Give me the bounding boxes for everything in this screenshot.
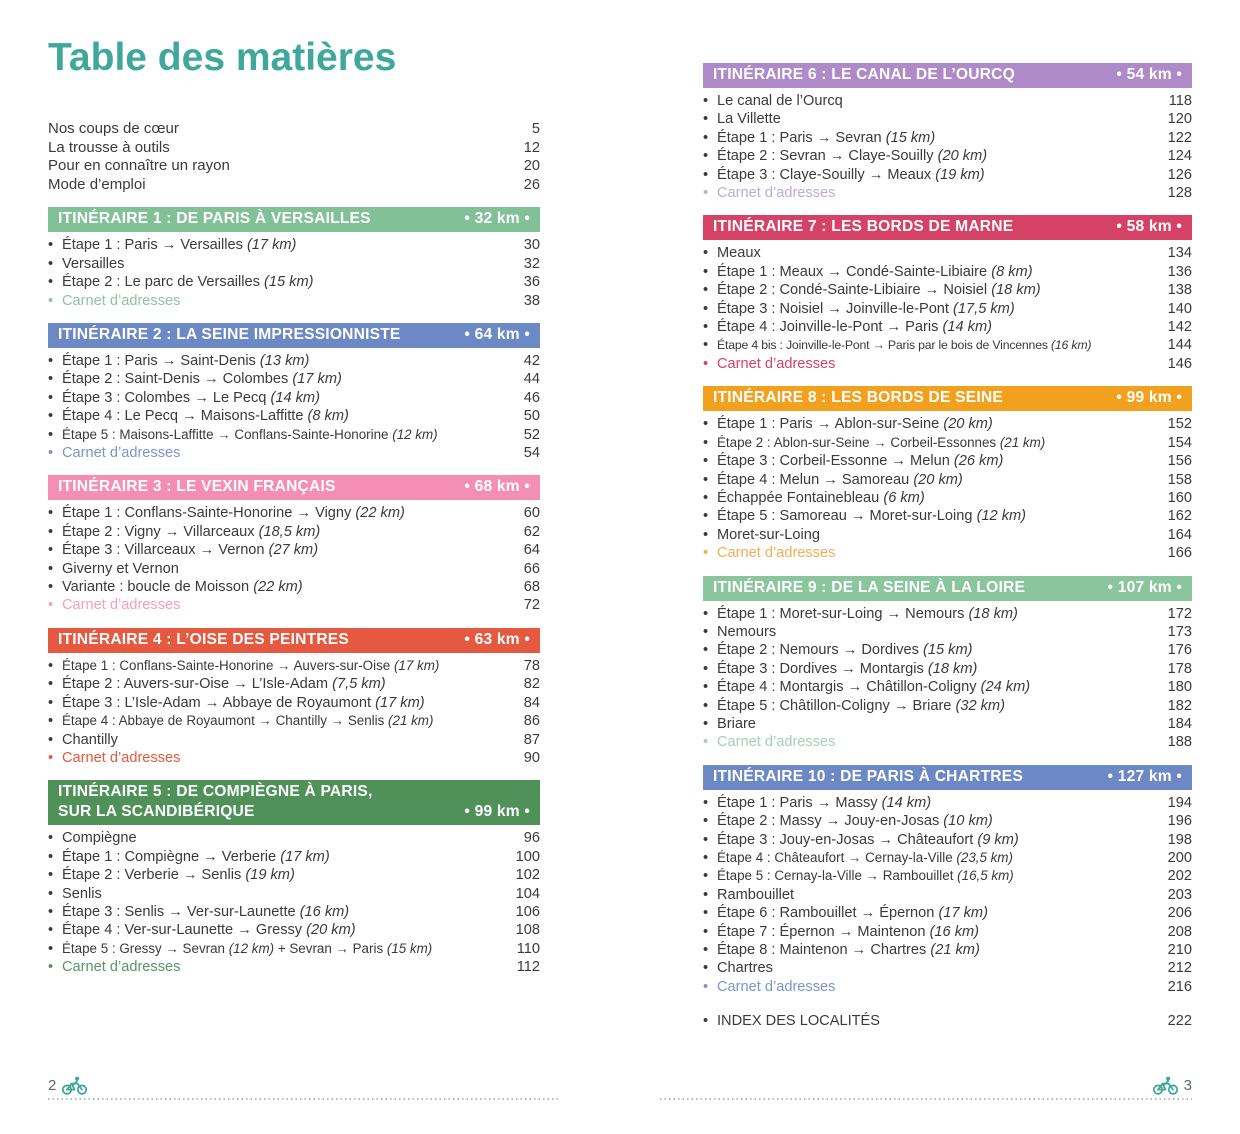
index-item: • INDEX DES LOCALITÉS 222	[703, 1013, 1192, 1030]
bullet-marker: •	[703, 545, 709, 562]
section-header	[48, 475, 540, 500]
toc-item: • Étape 3 : Senlis → Ver-sur-Launette (16 km) 106	[48, 903, 540, 920]
toc-item: • Étape 8 : Maintenon → Chartres (21 km) 210	[703, 942, 1192, 959]
section-header	[703, 576, 1192, 601]
section-distance: • 58 km •	[1116, 218, 1182, 236]
toc-item: • Étape 4 : Châteaufort → Cernay-la-Ville (23,5 km) 200	[703, 850, 1192, 866]
toc-item-carnet: • Carnet d’adresses 216	[703, 978, 1192, 995]
toc-item: • Étape 1 : Meaux → Condé-Sainte-Libiaire (8 km) 136	[703, 263, 1192, 280]
bullet-marker: •	[703, 960, 709, 977]
bullet-marker: •	[48, 676, 54, 693]
section-title: ITINÉRAIRE 3 : LE VEXIN FRANÇAIS	[58, 478, 336, 496]
bullet-marker: •	[703, 697, 709, 714]
toc-item-carnet: • Carnet d’adresses 112	[48, 959, 540, 976]
toc-item: • Étape 4 : Montargis → Châtillon-Coligny (24 km) 180	[703, 679, 1192, 696]
bullet-marker: •	[703, 623, 709, 640]
sections-right	[703, 63, 1192, 1031]
bullet-marker: •	[703, 526, 709, 543]
bullet-marker: •	[703, 605, 709, 622]
bullet-marker: •	[48, 579, 54, 596]
bullet-marker: •	[703, 148, 709, 165]
intro-item: Pour en connaître un rayon 20	[48, 157, 540, 175]
toc-item-carnet: • Carnet d’adresses 54	[48, 445, 540, 462]
toc-item: • Étape 2 : Nemours → Dordives (15 km) 176	[703, 642, 1192, 659]
bullet-marker: •	[703, 337, 709, 354]
section-distance: • 68 km •	[464, 478, 530, 496]
bullet-marker: •	[48, 560, 54, 577]
bullet-marker: •	[703, 166, 709, 183]
section-itineraire-5	[48, 780, 540, 976]
toc-item: • Senlis 104	[48, 885, 540, 902]
section-distance: • 63 km •	[464, 630, 530, 648]
bullet-marker: •	[703, 282, 709, 299]
bullet-marker: •	[703, 185, 709, 202]
page-number-right: 3	[1183, 1077, 1192, 1094]
section-distance: • 127 km •	[1107, 767, 1182, 785]
toc-item: • Versailles 32	[48, 255, 540, 272]
toc-item: • Compiègne 96	[48, 830, 540, 847]
intro-item: Nos coups de cœur 5	[48, 120, 540, 137]
toc-item: • Étape 5 : Gressy → Sevran (12 km) + Sevran → Paris (15 km) 110	[48, 940, 540, 957]
toc-item: • Étape 5 : Cernay-la-Ville → Rambouillet (16,5 km) 202	[703, 868, 1192, 885]
bullet-marker: •	[703, 129, 709, 146]
bullet-marker: •	[48, 523, 54, 540]
bullet-marker: •	[703, 831, 709, 848]
toc-item: • Étape 2 : Condé-Sainte-Libiaire → Noisiel (18 km) 138	[703, 282, 1192, 299]
bullet-marker: •	[703, 813, 709, 830]
toc-item-carnet: • Carnet d’adresses 128	[703, 185, 1192, 202]
toc-item: • Étape 7 : Épernon → Maintenon (16 km) 208	[703, 923, 1192, 940]
section-itineraire-2	[48, 323, 540, 462]
bullet-marker: •	[703, 416, 709, 433]
toc-item: • Étape 1 : Paris → Sevran (15 km) 122	[703, 129, 1192, 146]
toc-item: • Étape 3 : Claye-Souilly → Meaux (19 km) 126	[703, 166, 1192, 183]
bullet-marker: •	[703, 850, 709, 866]
bullet-marker: •	[703, 942, 709, 959]
sections-left	[48, 207, 540, 976]
bullet-marker: •	[48, 505, 54, 522]
toc-item: • Étape 2 : Massy → Jouy-en-Josas (10 km) 196	[703, 813, 1192, 830]
toc-item: • Échappée Fontainebleau (6 km) 160	[703, 489, 1192, 506]
section-itineraire-4	[48, 628, 540, 767]
bullet-marker: •	[703, 508, 709, 525]
toc-item: • Étape 3 : Colombes → Le Pecq (14 km) 46	[48, 389, 540, 406]
footer-left	[48, 1076, 560, 1100]
toc-item: • Étape 1 : Paris → Versailles (17 km) 30	[48, 237, 540, 254]
toc-item: • Étape 1 : Paris → Saint-Denis (13 km) 42	[48, 353, 540, 369]
section-itineraire-10	[703, 765, 1192, 996]
toc-item: • Étape 4 : Joinville-le-Pont → Paris (14 km) 142	[703, 319, 1192, 336]
toc-item: • Étape 1 : Compiègne → Verberie (17 km) 100	[48, 848, 540, 865]
toc-item-carnet: • Carnet d’adresses 90	[48, 749, 540, 766]
bullet-marker: •	[48, 542, 54, 559]
section-distance: • 54 km •	[1116, 66, 1182, 83]
bullet-marker: •	[48, 292, 54, 309]
intro-item: Mode d’emploi 26	[48, 175, 540, 193]
toc-item: • Étape 2 : Sevran → Claye-Souilly (20 km) 124	[703, 148, 1192, 165]
section-title: ITINÉRAIRE 9 : DE LA SEINE À LA LOIRE	[713, 578, 1026, 596]
toc-item: • Étape 2 : Verberie → Senlis (19 km) 102	[48, 867, 540, 884]
bullet-marker: •	[703, 245, 709, 262]
bullet-marker: •	[703, 355, 709, 372]
bullet-marker: •	[48, 657, 54, 674]
section-distance: • 64 km •	[464, 326, 530, 343]
toc-item: • Étape 3 : Dordives → Montargis (18 km) 178	[703, 660, 1192, 677]
bullet-marker: •	[48, 694, 54, 711]
toc-item: • Étape 2 : Le parc de Versailles (15 km) 36	[48, 274, 540, 291]
bullet-marker: •	[48, 597, 54, 614]
bullet-marker: •	[48, 237, 54, 254]
intro-item: La trousse à outils 12	[48, 138, 540, 156]
bullet-marker: •	[703, 471, 709, 488]
toc-item: • Moret-sur-Loing 164	[703, 526, 1192, 543]
toc-item: • Chartres 212	[703, 960, 1192, 977]
toc-item: • Nemours 173	[703, 623, 1192, 640]
toc-item: • Étape 3 : Jouy-en-Josas → Châteaufort (9 km) 198	[703, 831, 1192, 848]
section-header	[703, 386, 1192, 411]
toc-item-carnet: • Carnet d’adresses 166	[703, 545, 1192, 562]
toc-item: • Étape 4 : Ver-sur-Launette → Gressy (20 km) 108	[48, 922, 540, 939]
section-itineraire-3	[48, 475, 540, 614]
bullet-marker: •	[48, 885, 54, 902]
toc-item: • Étape 2 : Ablon-sur-Seine → Corbeil-Essonnes (21 km) 154	[703, 434, 1192, 451]
section-title: ITINÉRAIRE 1 : DE PARIS À VERSAILLES	[58, 210, 371, 228]
bullet-marker: •	[703, 93, 709, 109]
toc-item: • Étape 1 : Moret-sur-Loing → Nemours (18 km) 172	[703, 605, 1192, 622]
bullet-marker: •	[703, 300, 709, 317]
section-distance: • 32 km •	[464, 210, 530, 228]
bullet-marker: •	[703, 794, 709, 811]
toc-item: • Étape 2 : Auvers-sur-Oise → L’Isle-Adam (7,5 km) 82	[48, 676, 540, 693]
bullet-marker: •	[703, 263, 709, 280]
page-number-left: 2	[48, 1077, 57, 1094]
section-itineraire-8	[703, 386, 1192, 562]
bullet-marker: •	[703, 434, 709, 451]
bullet-marker: •	[48, 353, 54, 369]
toc-item: • Étape 1 : Paris → Massy (14 km) 194	[703, 794, 1192, 811]
bullet-marker: •	[703, 660, 709, 677]
bullet-marker: •	[48, 903, 54, 920]
bullet-marker: •	[48, 867, 54, 884]
section-title: ITINÉRAIRE 10 : DE PARIS À CHARTRES	[713, 767, 1023, 785]
toc-item-carnet: • Carnet d’adresses 146	[703, 355, 1192, 372]
toc-item: • Étape 1 : Paris → Ablon-sur-Seine (20 km) 152	[703, 416, 1192, 433]
toc-item: • Étape 1 : Conflans-Sainte-Honorine → Auvers-sur-Oise (17 km) 78	[48, 657, 540, 674]
bullet-marker: •	[703, 111, 709, 128]
cyclist-icon	[1152, 1076, 1179, 1095]
toc-item: • Briare 184	[703, 715, 1192, 732]
bullet-marker: •	[48, 731, 54, 748]
bullet-marker: •	[703, 868, 709, 885]
bullet-marker: •	[703, 923, 709, 940]
toc-item: • Étape 3 : Corbeil-Essonne → Melun (26 km) 156	[703, 453, 1192, 470]
bullet-marker: •	[48, 255, 54, 272]
section-title: ITINÉRAIRE 6 : LE CANAL DE L’OURCQ	[713, 66, 1015, 83]
toc-item: • La Villette 120	[703, 111, 1192, 128]
bullet-marker: •	[703, 978, 709, 995]
section-header	[703, 63, 1192, 88]
bullet-marker: •	[48, 713, 54, 730]
toc-item: • Étape 3 : Noisiel → Joinville-le-Pont (17,5 km) 140	[703, 300, 1192, 317]
toc-item: • Étape 3 : Villarceaux → Vernon (27 km) 64	[48, 542, 540, 559]
section-title: ITINÉRAIRE 8 : LES BORDS DE SEINE	[713, 389, 1003, 407]
toc-item: • Étape 4 bis : Joinville-le-Pont → Paris par le bois de Vincennes (16 km) 144	[703, 337, 1192, 354]
section-title: ITINÉRAIRE 2 : LA SEINE IMPRESSIONNISTE	[58, 326, 401, 343]
toc-item: • Giverny et Vernon 66	[48, 560, 540, 577]
bullet-marker: •	[48, 940, 54, 957]
bullet-marker: •	[703, 453, 709, 470]
section-title: ITINÉRAIRE 4 : L’OISE DES PEINTRES	[58, 630, 350, 648]
section-title: ITINÉRAIRE 5 : DE COMPIÈGNE À PARIS, SUR LA SCANDIBÉRIQUE	[58, 783, 373, 821]
section-distance: • 99 km •	[464, 803, 530, 821]
bullet-marker: •	[703, 886, 709, 903]
toc-item: • Étape 4 : Melun → Samoreau (20 km) 158	[703, 471, 1192, 488]
section-header	[48, 207, 540, 232]
toc-item: • Étape 4 : Abbaye de Royaumont → Chantilly → Senlis (21 km) 86	[48, 713, 540, 730]
bullet-marker: •	[703, 679, 709, 696]
section-itineraire-9	[703, 576, 1192, 752]
bullet-marker: •	[48, 830, 54, 847]
intro-list	[48, 120, 540, 194]
section-header	[48, 323, 540, 348]
section-header	[48, 780, 540, 825]
section-itineraire-6	[703, 63, 1192, 202]
section-distance: • 99 km •	[1116, 389, 1182, 407]
bullet-marker: •	[703, 642, 709, 659]
toc-item: • Rambouillet 203	[703, 886, 1192, 903]
bullet-marker: •	[48, 848, 54, 865]
toc-item: • Étape 5 : Châtillon-Coligny → Briare (32 km) 182	[703, 697, 1192, 714]
toc-item: • Étape 2 : Saint-Denis → Colombes (17 km) 44	[48, 371, 540, 388]
toc-item-carnet: • Carnet d’adresses 72	[48, 597, 540, 614]
toc-item: • Étape 3 : L’Isle-Adam → Abbaye de Royaumont (17 km) 84	[48, 694, 540, 711]
toc-item: • Étape 5 : Maisons-Laffitte → Conflans-Sainte-Honorine (12 km) 52	[48, 426, 540, 443]
toc-item: • Étape 1 : Conflans-Sainte-Honorine → Vigny (22 km) 60	[48, 505, 540, 522]
section-header	[703, 765, 1192, 790]
section-itineraire-1	[48, 207, 540, 310]
bullet-marker: •	[48, 959, 54, 976]
toc-item: • Étape 5 : Samoreau → Moret-sur-Loing (12 km) 162	[703, 508, 1192, 525]
bullet-marker: •	[48, 274, 54, 291]
toc-item: • Chantilly 87	[48, 731, 540, 748]
bullet-marker: •	[48, 426, 54, 443]
bullet-marker: •	[48, 371, 54, 388]
bullet-marker: •	[48, 749, 54, 766]
bullet-marker: •	[48, 408, 54, 425]
section-header	[703, 215, 1192, 240]
bullet-marker: •	[48, 445, 54, 462]
bullet-marker: •	[703, 489, 709, 506]
toc-item: • Étape 6 : Rambouillet → Épernon (17 km) 206	[703, 905, 1192, 922]
toc-item: • Le canal de l’Ourcq 118	[703, 93, 1192, 109]
toc-item: • Variante : boucle de Moisson (22 km) 68	[48, 579, 540, 596]
footer-divider	[48, 1098, 560, 1100]
section-title: ITINÉRAIRE 7 : LES BORDS DE MARNE	[713, 218, 1014, 236]
toc-item: • Meaux 134	[703, 245, 1192, 262]
page-title: Table des matières	[48, 36, 397, 79]
bullet-marker: •	[48, 922, 54, 939]
bullet-marker: •	[703, 734, 709, 751]
footer-divider	[660, 1098, 1192, 1100]
section-itineraire-7	[703, 215, 1192, 373]
toc-item: • Étape 2 : Vigny → Villarceaux (18,5 km) 62	[48, 523, 540, 540]
bullet-marker: •	[703, 319, 709, 336]
bullet-marker: •	[703, 715, 709, 732]
right-column	[703, 50, 1192, 1031]
section-distance: • 107 km •	[1107, 578, 1182, 596]
left-column	[48, 36, 540, 977]
bullet-marker: •	[703, 1013, 709, 1030]
bullet-marker: •	[703, 905, 709, 922]
cyclist-icon	[61, 1076, 88, 1095]
section-header	[48, 628, 540, 653]
toc-item-carnet: • Carnet d’adresses 188	[703, 734, 1192, 751]
footer-right	[660, 1076, 1192, 1100]
bullet-marker: •	[48, 389, 54, 406]
toc-item-carnet: • Carnet d’adresses 38	[48, 292, 540, 309]
toc-item: • Étape 4 : Le Pecq → Maisons-Laffitte (8 km) 50	[48, 408, 540, 425]
